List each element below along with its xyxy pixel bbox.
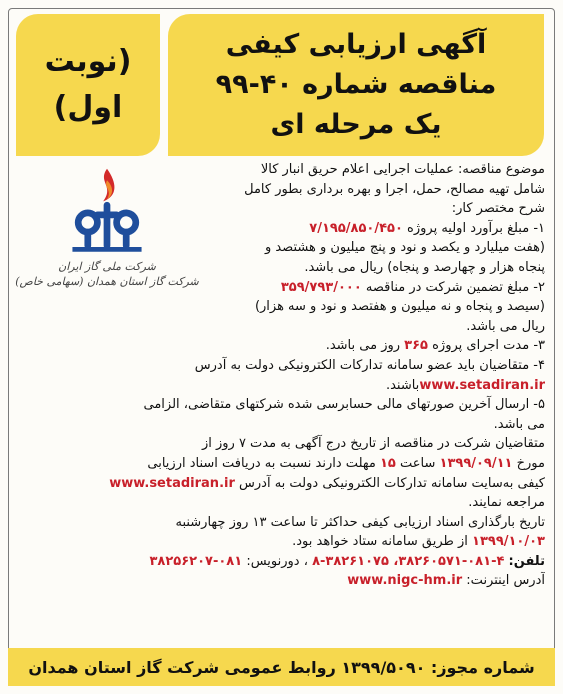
round-line-1: (نوبت xyxy=(44,44,132,79)
fax-label: ، دورنویس: xyxy=(246,553,308,569)
item-1-line xyxy=(145,219,545,239)
subject-line-2: شامل تهیه مصالح، حمل، اجرا و بهره برداری بطور کامل xyxy=(244,181,545,197)
apply-line-3-text: کیفی به‌سایت سامانه تدارکات الکترونیکی دولت به آدرس xyxy=(239,475,545,491)
item-1-label: ۱- مبلغ برآورد اولیه پروژه xyxy=(407,220,545,236)
item-1-amount: ۷/۱۹۵/۸۵۰/۴۵۰ xyxy=(309,220,403,236)
item-3-suffix: روز می باشد. xyxy=(325,338,401,354)
phone-label: تلفن: xyxy=(508,553,545,569)
item-4-line-1: ۴- متقاضیان باید عضو سامانه تدارکات الکترونیکی دولت به آدرس xyxy=(194,357,545,373)
item-3-prefix: ۳- مدت اجرای پروژه xyxy=(432,338,545,354)
phone-line xyxy=(15,552,545,572)
upload-line-2 xyxy=(15,532,545,552)
apply-date-prefix: مورخ xyxy=(516,455,545,471)
apply-hour: ۱۵ xyxy=(379,455,396,471)
apply-hour-prefix: ساعت xyxy=(399,455,436,471)
phone-value: ۴-۰۸۱-۳۸۲۶۰۵۷۱، ۳۸۲۶۱۰۷۵-۸ xyxy=(312,553,505,569)
item-1-words: (هفت میلیارد و یکصد و نود و پنج میلیون و هشتصد و xyxy=(264,240,545,256)
subject-line-1: موضوع مناقصه: عملیات اجرایی اعلام حریق انبار کالا xyxy=(260,162,545,177)
apply-line-2 xyxy=(15,454,545,474)
upload-line-2-suffix: از طریق سامانه ستاد خواهد بود. xyxy=(292,534,468,550)
item-2-line xyxy=(145,278,545,298)
ad-body xyxy=(15,160,545,591)
item-5-line-2: می باشد. xyxy=(493,416,545,432)
item-2-words: (سیصد و پنجاه و نه میلیون و هفتصد و نود و سه هزار) xyxy=(254,299,545,315)
website-url[interactable]: www.nigc-hm.ir xyxy=(347,573,463,589)
apply-line-4: مراجعه نمایند. xyxy=(468,495,545,511)
title-banner xyxy=(168,14,544,156)
logo-text-line-1: شرکت ملی گاز ایران xyxy=(58,260,156,273)
item-4-url[interactable]: www.setadiran.ir xyxy=(419,377,545,393)
title-line-3: یک مرحله ای xyxy=(270,109,442,140)
item-4-suffix: باشند. xyxy=(385,377,420,393)
apply-line-2-suffix: مهلت دارند نسبت به دریافت اسناد ارزیابی xyxy=(147,455,376,471)
fax-value: ۰۸۱-۳۸۲۵۶۲۰۷ xyxy=(149,553,243,569)
round-line-2: اول) xyxy=(53,90,123,125)
apply-date: ۱۳۹۹/۰۹/۱۱ xyxy=(439,455,513,471)
item-2-label: ۲- مبلغ تضمین شرکت در مناقصه xyxy=(365,279,545,295)
summary-label: شرح مختصر کار: xyxy=(451,201,545,217)
item-3-days: ۳۶۵ xyxy=(404,338,428,354)
item-4-line-2 xyxy=(15,376,545,396)
upload-line-1: تاریخ بارگذاری اسناد ارزیابی کیفی حداکثر تا ساعت ۱۳ روز چهارشنبه xyxy=(175,514,545,530)
item-3-line xyxy=(15,336,545,356)
website-line xyxy=(15,571,545,591)
footer-text: شماره مجوز: ۱۳۹۹/۵۰۹۰ روابط عمومی شرکت گاز استان همدان xyxy=(28,657,535,677)
footer-banner xyxy=(8,648,555,686)
upload-date: ۱۳۹۹/۱۰/۰۳ xyxy=(472,534,545,550)
item-5-line-1: ۵- ارسال آخرین صورتهای مالی حسابرسی شده شرکتهای متقاضی، الزامی xyxy=(143,397,545,413)
apply-line-3 xyxy=(15,474,545,494)
item-2-words-2: ریال می باشد. xyxy=(466,318,545,334)
apply-line-1: متقاضیان شرکت در مناقصه از تاریخ درج آگهی به مدت ۷ روز از xyxy=(201,436,545,452)
apply-url[interactable]: www.setadiran.ir xyxy=(109,475,235,491)
title-line-1: آگهی ارزیابی کیفی xyxy=(225,29,487,60)
website-label: آدرس اینترنت: xyxy=(466,573,545,589)
logo-text-line-2: شرکت گاز استان همدان (سهامی خاص) xyxy=(15,275,199,288)
item-1-words-2: پنجاه هزار و چهارصد و پنجاه) ریال می باشد. xyxy=(304,259,545,275)
round-badge xyxy=(16,14,160,156)
title-line-2: مناقصه شماره ۴۰-۹۹ xyxy=(215,69,497,100)
item-2-amount: ۳۵۹/۷۹۳/۰۰۰ xyxy=(280,279,362,295)
